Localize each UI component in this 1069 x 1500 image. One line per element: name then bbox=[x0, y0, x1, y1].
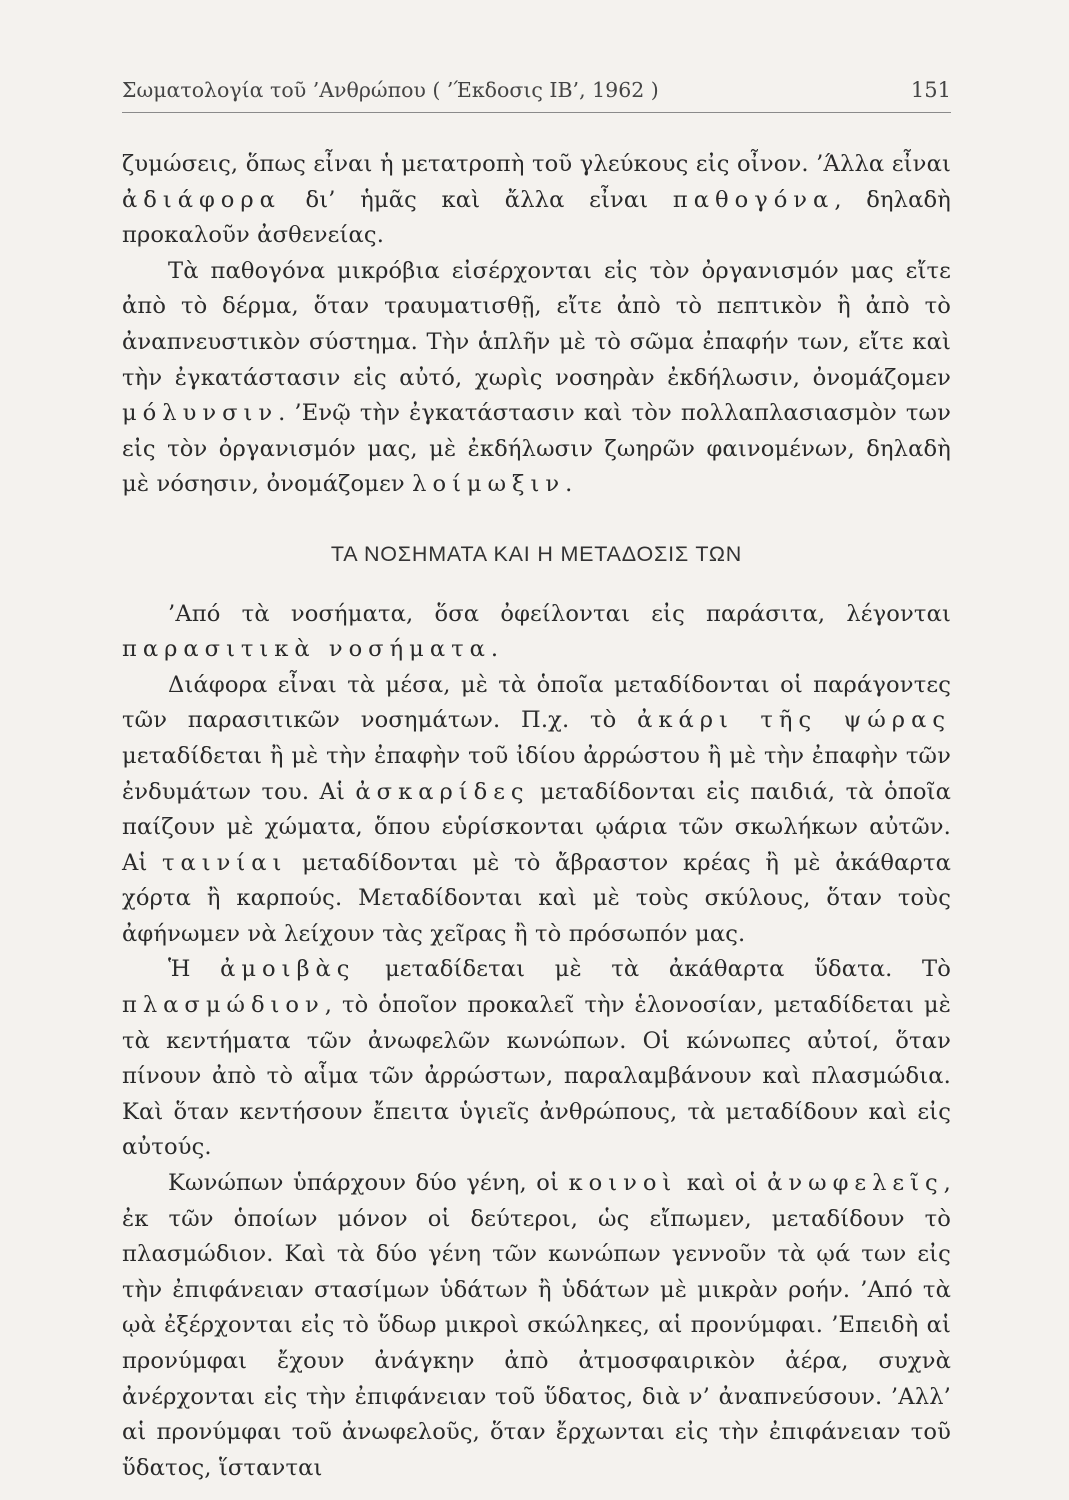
spaced-term: παρασιτικὰ νοσήματα bbox=[122, 636, 491, 663]
text-run: καὶ οἱ bbox=[677, 1170, 768, 1197]
spaced-term: κοινοὶ bbox=[568, 1170, 678, 1197]
paragraph bbox=[122, 254, 951, 503]
text-run: μεταδίδεται ἢ μὲ τὴν ἐπαφὴν τοῦ ἰδίου ἀρρώστου ἢ μὲ τὴν ἐπαφὴν τῶν ἐνδυμάτων του. Αἱ bbox=[122, 742, 951, 805]
text-run: ζυμώσεις, ὅπως εἶναι ἡ μετατροπὴ τοῦ γλεύκους εἰς οἶνον. ’Άλλα εἶναι bbox=[122, 151, 951, 177]
text-run: μεταδίδονται εἰς παιδιά, τὰ ὁποῖα παίζουν μὲ χώματα, ὅπου εὑρίσκονται ῳάρια τῶν σκωλήκων αὐτῶν. Αἱ bbox=[122, 778, 951, 876]
text-run: δι’ ἡμᾶς καὶ ἄλλα εἶναι bbox=[280, 186, 673, 213]
spaced-term: παθογόνα bbox=[672, 186, 835, 213]
spaced-term: λοίμωξιν bbox=[412, 471, 566, 498]
paragraph bbox=[122, 147, 951, 254]
spaced-term: πλασμώδιον bbox=[122, 992, 325, 1019]
text-run: , δηλαδὴ προκαλοῦν ἀσθενείας. bbox=[122, 186, 951, 249]
text-run: . bbox=[565, 471, 573, 498]
page-body bbox=[122, 147, 951, 1486]
paragraph bbox=[122, 952, 951, 1166]
spaced-term: ταινίαι bbox=[162, 849, 288, 876]
running-title: Σωματολογία τοῦ ’Ανθρώπου ( ’Έκδοσις ΙΒ’, 1962 ) bbox=[122, 78, 659, 102]
spaced-term: ἀνωφελεῖς bbox=[767, 1170, 944, 1197]
paragraph bbox=[122, 1166, 951, 1486]
text-run: Διάφορα εἶναι τὰ μέσα, μὲ τὰ ὁποῖα μεταδίδονται οἱ παράγοντες τῶν παρασιτικῶν νοσημάτων. Π.χ. τὸ bbox=[122, 671, 951, 734]
page-number: 151 bbox=[910, 78, 951, 102]
text-run: ’Από τὰ νοσήματα, ὅσα ὀφείλονται εἰς παράσιτα, λέγονται bbox=[168, 600, 951, 627]
text-run: , ἐκ τῶν ὁποίων μόνον οἱ δεύτεροι, ὡς εἴπωμεν, μεταδίδουν τὸ πλασμώδιον. Καὶ τὰ δύο γένη τῶν κωνώπων γεννοῦν τὰ ῳά των εἰς τὴν ἐπιφάνειαν στασίμων ὑδάτων ἢ ὑδάτων μὲ μικρὰν ροήν. ’Από τὰ ῳὰ ἐξέρχονται εἰς τὸ ὕδωρ μικροὶ σκώληκες, αἱ προνύμφαι. ’Επειδὴ αἱ προνύμφαι ἔχουν ἀνάγκην ἀπὸ ἀτμοσφαιρικὸν ἀέρα, συχνὰ ἀνέρχονται εἰς τὴν ἐπιφάνειαν τοῦ ὕδατος, διὰ ν’ ἀναπνεύσουν. ’Αλλ’ αἱ προνύμφαι τοῦ ἀνωφελοῦς, ὅταν ἔρχωνται εἰς τὴν ἐπιφάνειαν τοῦ ὕδατος, ἵστανται bbox=[122, 1170, 951, 1481]
text-run: . bbox=[490, 636, 499, 663]
text-run: . ’Ενῷ τὴν ἐγκατάστασιν καὶ τὸν πολλαπλασιασμὸν των εἰς τὸν ὀργανισμόν μας, μὲ ἐκδήλωσιν ζωηρῶν φαινομένων, δηλαδὴ μὲ νόσησιν, ὀνομάζομεν bbox=[122, 400, 951, 498]
running-header bbox=[122, 78, 951, 113]
text-run: , τὸ ὁποῖον προκαλεῖ τὴν ἑλονοσίαν, μεταδίδεται μὲ τὰ κεντήματα τῶν ἀνωφελῶν κωνώπων. Οἱ κώνωπες αὐτοί, ὅταν πίνουν ἀπὸ τὸ αἷμα τῶν ἀρρώστων, παραλαμβάνουν καὶ πλασμώδια. Καὶ ὅταν κεντήσουν ἔπειτα ὑγιεῖς ἀνθρώπους, τὰ μεταδίδουν καὶ εἰς αὐτούς. bbox=[122, 992, 951, 1161]
paragraph bbox=[122, 668, 951, 953]
text-run: Ἡ bbox=[168, 956, 221, 983]
text-run: μεταδίδονται μὲ τὸ ἄβραστον κρέας ἢ μὲ ἀκάθαρτα χόρτα ἢ καρπούς. Μεταδίδονται καὶ μὲ τοὺς σκύλους, ὅταν τοὺς ἀφήνωμεν νὰ λείχουν τὰς χεῖρας ἢ τὸ πρόσωπόν μας. bbox=[122, 849, 951, 947]
spaced-term: ἀμοιβὰς bbox=[220, 956, 356, 983]
text-run: Κωνώπων ὑπάρχουν δύο γένη, οἱ bbox=[168, 1170, 569, 1197]
paragraph bbox=[122, 597, 951, 668]
spaced-term: ἀσκαρίδες bbox=[355, 778, 530, 805]
text-run: Τὰ παθογόνα μικρόβια εἰσέρχονται εἰς τὸν ὀργανισμόν μας εἴτε ἀπὸ τὸ δέρμα, ὅταν τραυματισθῇ, εἴτε ἀπὸ τὸ πεπτικὸν ἢ ἀπὸ τὸ ἀναπνευστικὸν σύστημα. Τὴν ἁπλῆν μὲ τὸ σῶμα ἐπαφήν των, εἴτε καὶ τὴν ἐγκατάστασιν εἰς αὐτό, χωρὶς νοσηρὰν ἐκδήλωσιν, ὀνομάζομεν bbox=[122, 257, 951, 391]
section-heading: ΤΑ ΝΟΣΗΜΑΤΑ ΚΑΙ Η ΜΕΤΑΔΟΣΙΣ ΤΩΝ bbox=[330, 541, 743, 566]
spaced-term: ἀδιάφορα bbox=[122, 186, 281, 213]
text-run: μεταδίδεται μὲ τὰ ἀκάθαρτα ὕδατα. Τὸ bbox=[355, 956, 951, 983]
spaced-term: μόλυνσιν bbox=[122, 400, 279, 427]
spaced-term: ἀκάρι τῆς ψώρας bbox=[637, 707, 951, 734]
